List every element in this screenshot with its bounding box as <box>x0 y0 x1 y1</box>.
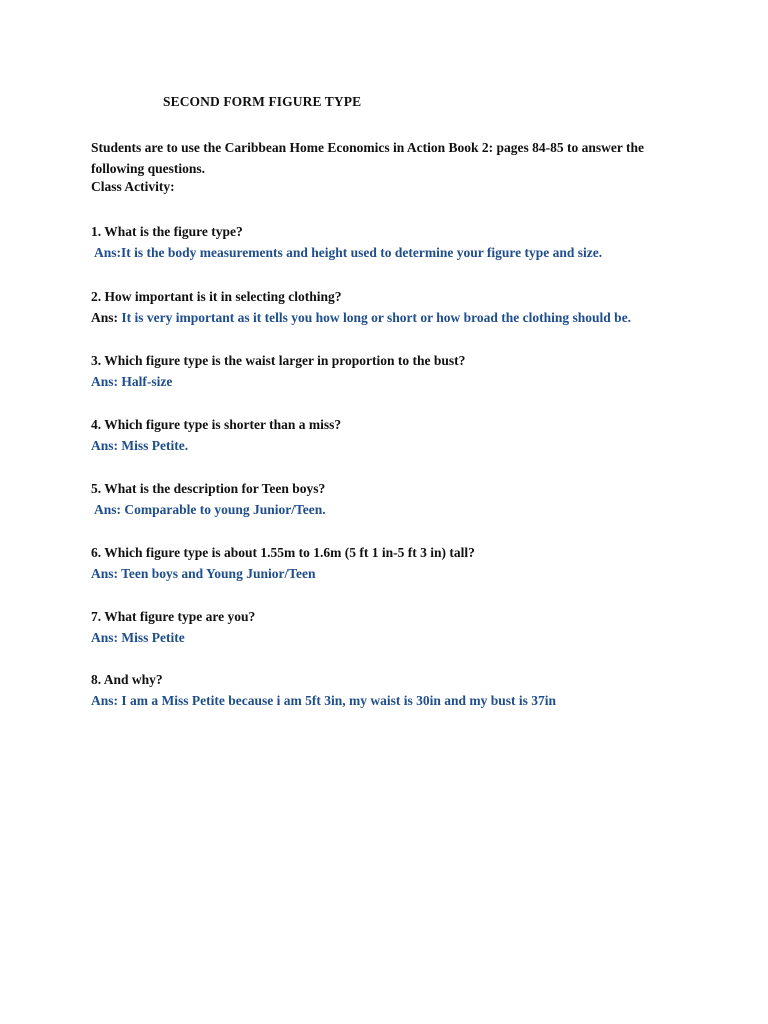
question-text: 1. What is the figure type? <box>91 224 243 239</box>
question-text: 6. Which figure type is about 1.55m to 1.6m (5 ft 1 in-5 ft 3 in) tall? <box>91 545 475 560</box>
question-block-8 <box>91 669 691 711</box>
question-block-1 <box>91 221 691 263</box>
answer-text: I am a Miss Petite because i am 5ft 3in, my waist is 30in and my bust is 37in <box>121 693 557 708</box>
answer-line <box>91 627 691 648</box>
question-block-5 <box>91 478 691 520</box>
question-block-2 <box>91 286 691 328</box>
question-text: 4. Which figure type is shorter than a miss? <box>91 417 342 432</box>
answer-text: Teen boys and Young Junior/Teen <box>121 566 316 581</box>
question-block-3 <box>91 350 691 392</box>
question-text: 8. And why? <box>91 672 163 687</box>
answer-text: It is the body measurements and height used to determine your figure type and size. <box>121 245 603 260</box>
question-text: 7. What figure type are you? <box>91 609 256 624</box>
answer-text: Miss Petite. <box>121 438 189 453</box>
answer-label: Ans: <box>91 693 122 708</box>
answer-line <box>91 371 691 392</box>
answer-label: Ans: <box>91 630 122 645</box>
answer-text: Comparable to young Junior/Teen. <box>124 502 326 517</box>
page-title: SECOND FORM FIGURE TYPE <box>163 94 362 109</box>
answer-label: Ans: <box>91 566 122 581</box>
answer-label: Ans: <box>91 374 122 389</box>
answer-label: Ans: <box>94 502 125 517</box>
answer-label: Ans: <box>91 438 122 453</box>
intro-line-2: following questions. <box>91 161 206 176</box>
question-block-7 <box>91 606 691 648</box>
intro-line-1: Students are to use the Caribbean Home Economics in Action Book 2: pages 84-85 to answer the <box>91 140 645 155</box>
question-text: 3. Which figure type is the waist larger in proportion to the bust? <box>91 353 466 368</box>
answer-line <box>91 690 691 711</box>
answer-line <box>91 242 691 263</box>
answer-text: It is very important as it tells you how long or short or how broad the clothing should be. <box>121 310 632 325</box>
answer-label: Ans: <box>91 310 122 325</box>
class-activity-heading: Class Activity: <box>91 179 175 194</box>
answer-text: Half-size <box>121 374 173 389</box>
answer-line <box>91 435 691 456</box>
question-block-6 <box>91 542 691 584</box>
answer-line <box>91 307 691 328</box>
answer-line <box>91 499 691 520</box>
answer-label: Ans: <box>94 245 122 260</box>
answer-text: Miss Petite <box>121 630 185 645</box>
question-text: 5. What is the description for Teen boys? <box>91 481 326 496</box>
question-text: 2. How important is it in selecting clothing? <box>91 289 342 304</box>
answer-line <box>91 563 691 584</box>
question-block-4 <box>91 414 691 456</box>
intro-paragraph <box>91 137 678 179</box>
